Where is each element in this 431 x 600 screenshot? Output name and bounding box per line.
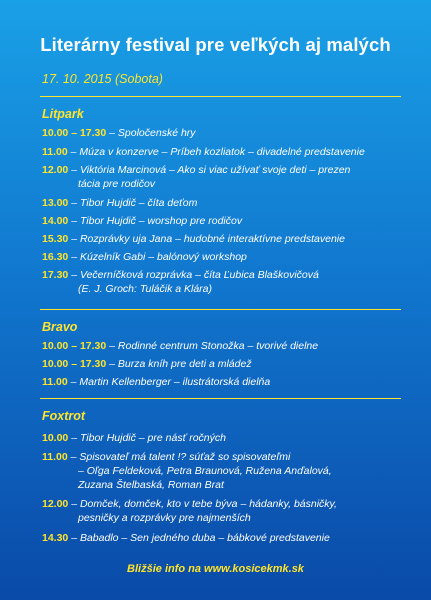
schedule-entry	[42, 431, 402, 445]
entry-time: 17.30	[42, 269, 69, 281]
entry-text-continued: pesničky a rozprávky pre najmenších	[78, 512, 251, 524]
entry-time: 10.00 – 17.30	[42, 127, 107, 139]
entry-time: 15.30	[42, 233, 69, 245]
footer-info-link[interactable]: Bližšie info na www.kosicekmk.sk	[127, 563, 304, 575]
entry-time: 11.00	[42, 451, 68, 463]
entry-text-continued: tácia pre rodičov	[78, 178, 156, 190]
page-title: Literárny festival pre veľkých aj malých	[40, 34, 391, 55]
schedule-entry	[42, 357, 402, 371]
entry-time: 14.00	[42, 215, 69, 227]
entry-text: – Martin Kellenberger – ilustrátorská dielňa	[67, 376, 271, 388]
entry-time: 11.00	[42, 376, 68, 388]
event-date	[42, 72, 163, 86]
divider	[40, 398, 401, 399]
divider	[40, 96, 401, 97]
entry-text: – Spisovateľ má talent !? súťaž so spisovateľmi	[67, 451, 291, 463]
entry-time: 11.00	[42, 146, 68, 158]
entry-time: 10.00 – 17.30	[42, 340, 107, 352]
schedule-entry	[42, 163, 402, 191]
schedule-entry	[42, 497, 402, 525]
schedule-entry	[42, 531, 402, 545]
schedule-entry	[42, 268, 402, 296]
schedule-entry	[42, 145, 402, 159]
entry-text: – Spoločenské hry	[106, 127, 196, 139]
entry-text: – Tibor Hujdič – pre násť ročných	[68, 432, 226, 444]
schedule-entry	[42, 339, 402, 353]
entry-time: 16.30	[42, 251, 69, 263]
entry-text: – Burza kníh pre deti a mládež	[106, 358, 252, 370]
schedule-entry	[42, 232, 402, 246]
schedule-entry	[42, 375, 402, 389]
entry-text: – Kúzelník Gabi – balónový workshop	[68, 251, 247, 263]
entry-text: – Domček, domček, kto v tebe býva – hádanky, básničky,	[68, 498, 337, 510]
schedule-entry	[42, 126, 402, 140]
schedule-entry	[42, 450, 402, 492]
event-date-weekday: (Sobota)	[115, 72, 163, 86]
event-date-day: 17. 10. 2015	[42, 72, 112, 86]
entry-text: – Tibor Hujdič – číta deťom	[68, 197, 198, 209]
schedule-entry	[42, 196, 402, 210]
schedule-entry	[42, 214, 402, 228]
entry-text: – Tibor Hujdič – worshop pre rodičov	[68, 215, 243, 227]
entry-time: 12.00	[42, 164, 69, 176]
entry-text: – Múza v konzerve – Príbeh kozliatok – divadelné predstavenie	[67, 146, 365, 158]
entry-time: 10.00	[42, 432, 69, 444]
entry-time: 13.00	[42, 197, 69, 209]
section-heading-litpark: Litpark	[42, 107, 84, 121]
entry-text-continued: – Oľga Feldeková, Petra Braunová, Ružena Anďalová,	[78, 465, 332, 477]
entry-text: – Viktória Marcinová – Ako si viac užívať svoje deti – prezen	[68, 164, 351, 176]
entry-text: – Rodinné centrum Stonožka – tvorivé dielne	[106, 340, 319, 352]
entry-text: – Babadlo – Sen jedného duba – bábkové predstavenie	[68, 532, 330, 544]
entry-time: 14.30	[42, 532, 69, 544]
entry-text-continued: Zuzana Štelbaská, Roman Brat	[78, 479, 224, 491]
divider	[40, 309, 401, 310]
section-heading-bravo: Bravo	[42, 320, 78, 334]
entry-text: – Večerníčková rozprávka – číta Ľubica Blaškovičová	[68, 269, 319, 281]
entry-text: – Rozprávky uja Jana – hudobné interaktívne predstavenie	[68, 233, 345, 245]
section-heading-foxtrot: Foxtrot	[42, 409, 86, 423]
entry-time: 10.00 – 17.30	[42, 358, 107, 370]
entry-time: 12.00	[42, 498, 69, 510]
entry-text-continued: (E. J. Groch: Tuláčik a Klára)	[78, 283, 213, 295]
schedule-entry	[42, 250, 402, 264]
